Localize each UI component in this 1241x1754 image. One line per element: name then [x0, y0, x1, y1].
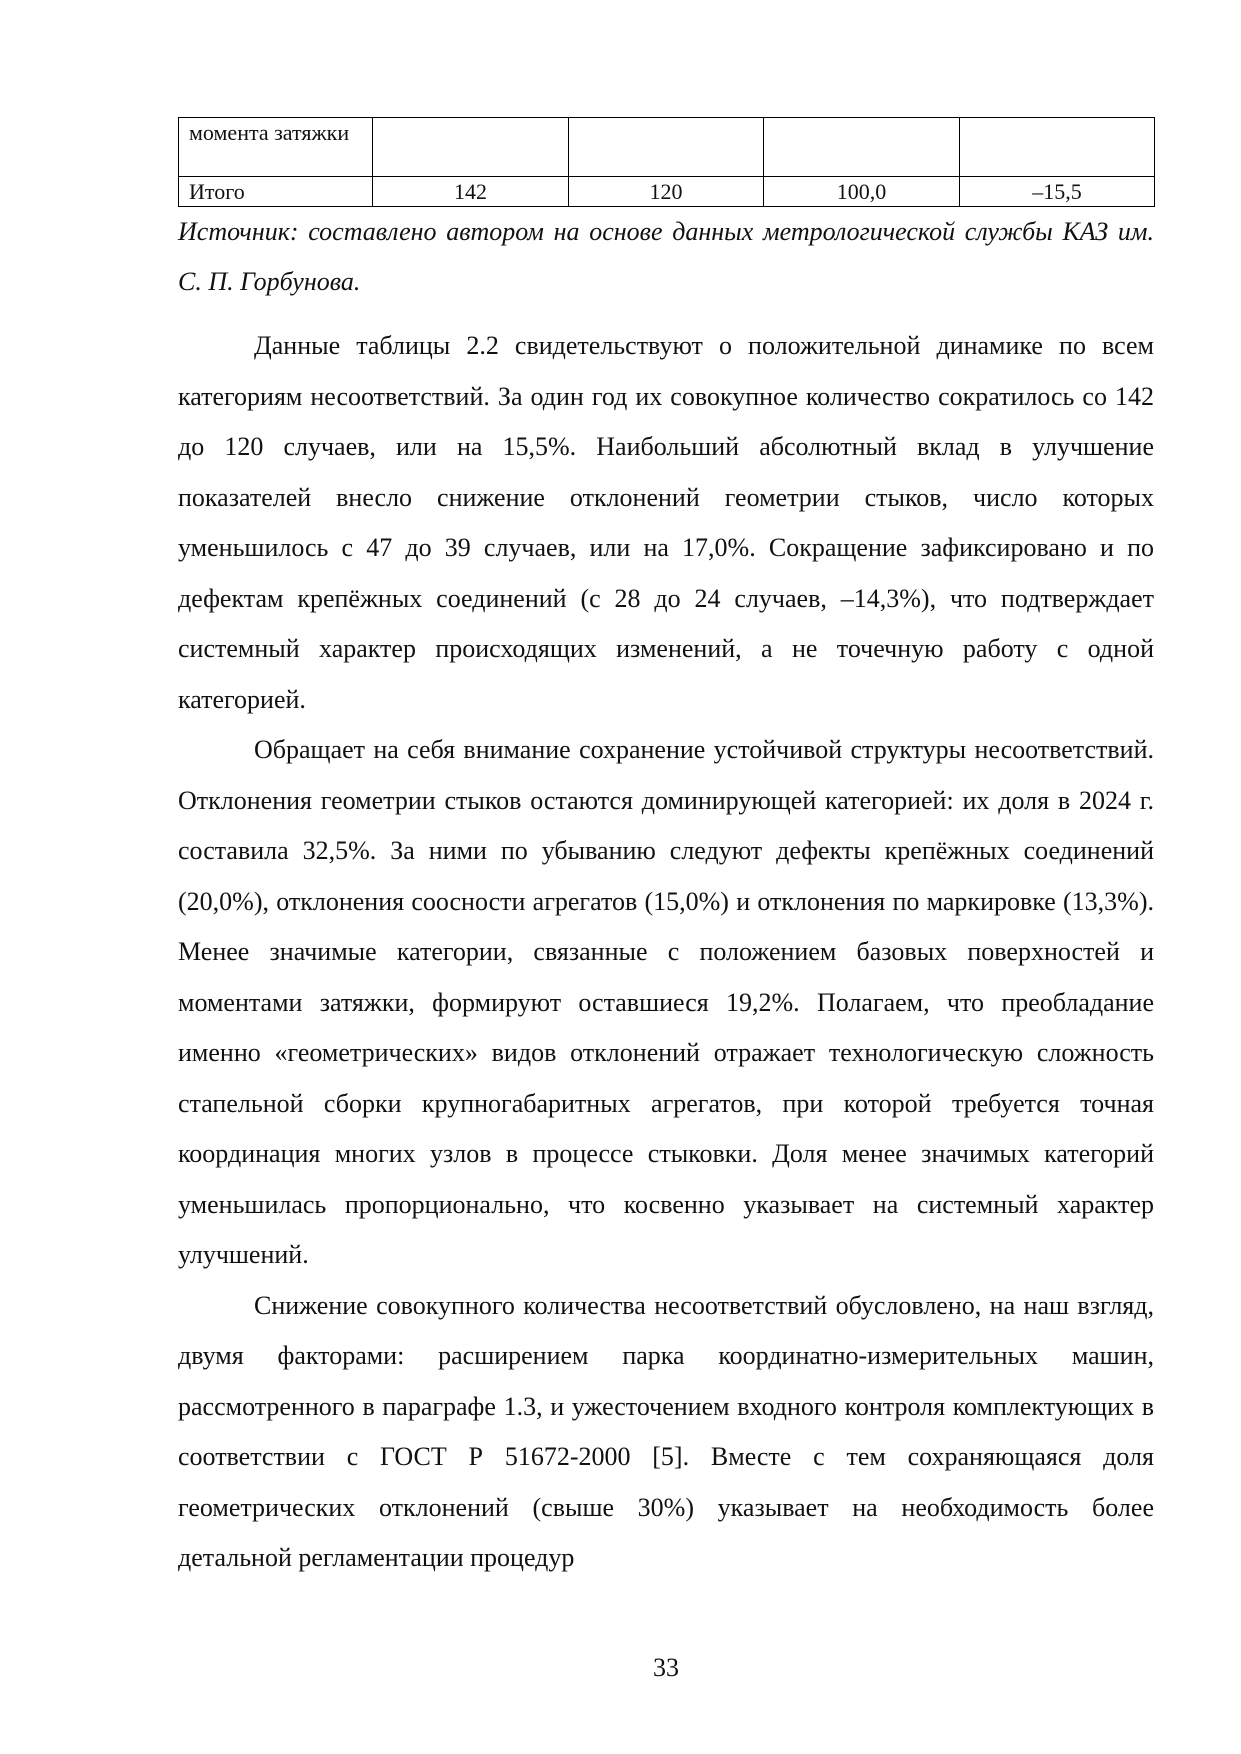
table-row-total [179, 177, 1155, 207]
body-paragraph: Снижение совокупного количества несоответствий обусловлено, на наш взгляд, двумя факторами: расширением парка координатно-измерительных машин, рассмотренного в параграфе 1.3, и ужесточением входного контроля комплектующих в соответствии с ГОСТ Р 51672-2000 [5]. Вместе с тем сохраняющаяся доля геометрических отклонений (свыше 30%) указывает на необходимость более детальной регламентации процедур [178, 1290, 1154, 1572]
nonconformity-table [178, 117, 1155, 207]
body-paragraph: Обращает на себя внимание сохранение устойчивой структуры несоответствий. Отклонения геометрии стыков остаются доминирующей категорией: их доля в 2024 г. составила 32,5%. За ними по убыванию следуют дефекты крепёжных соединений (20,0%), отклонения соосности агрегатов (15,0%) и отклонения по маркировке (13,3%). Менее значимые категории, связанные с положением базовых поверхностей и моментами затяжки, формируют оставшиеся 19,2%. Полагаем, что преобладание именно «геометрических» видов отклонений отражает технологическую сложность стапельной сборки крупногабаритных агрегатов, при которой требуется точная координация многих узлов в процессе стыковки. Доля менее значимых категорий уменьшилась пропорционально, что косвенно указывает на системный характер улучшений. [178, 735, 1154, 1269]
table-cell [764, 118, 960, 177]
table-cell: 100,0 [764, 177, 960, 207]
table-cell: –15,5 [960, 177, 1155, 207]
table-cell [960, 118, 1155, 177]
document-page [178, 117, 1154, 1584]
table-cell: 120 [569, 177, 764, 207]
table-cell [373, 118, 569, 177]
body-paragraph: Данные таблицы 2.2 свидетельствуют о положительной динамике по всем категориям несоответствий. За один год их совокупное количество сократилось со 142 до 120 случаев, или на 15,5%. Наибольший абсолютный вклад в улучшение показателей внесло снижение отклонений геометрии стыков, число которых уменьшилось с 47 до 39 случаев, или на 17,0%. Сокращение зафиксировано и по дефектам крепёжных соединений (с 28 до 24 случаев, –14,3%), что подтверждает системный характер происходящих изменений, а не точечную работу с одной категорией. [178, 331, 1154, 714]
table-cell-label: Итого [179, 177, 373, 207]
spacer [178, 307, 1154, 321]
table-cell [569, 118, 764, 177]
table-cell: 142 [373, 177, 569, 207]
table-row [179, 118, 1155, 177]
table-cell-label: момента затяжки [179, 118, 373, 177]
table-source-note: Источник: составлено автором на основе данных метрологической службы КАЗ им. С. П. Горбунова. [178, 217, 1154, 296]
page-number: 33 [653, 1653, 679, 1682]
